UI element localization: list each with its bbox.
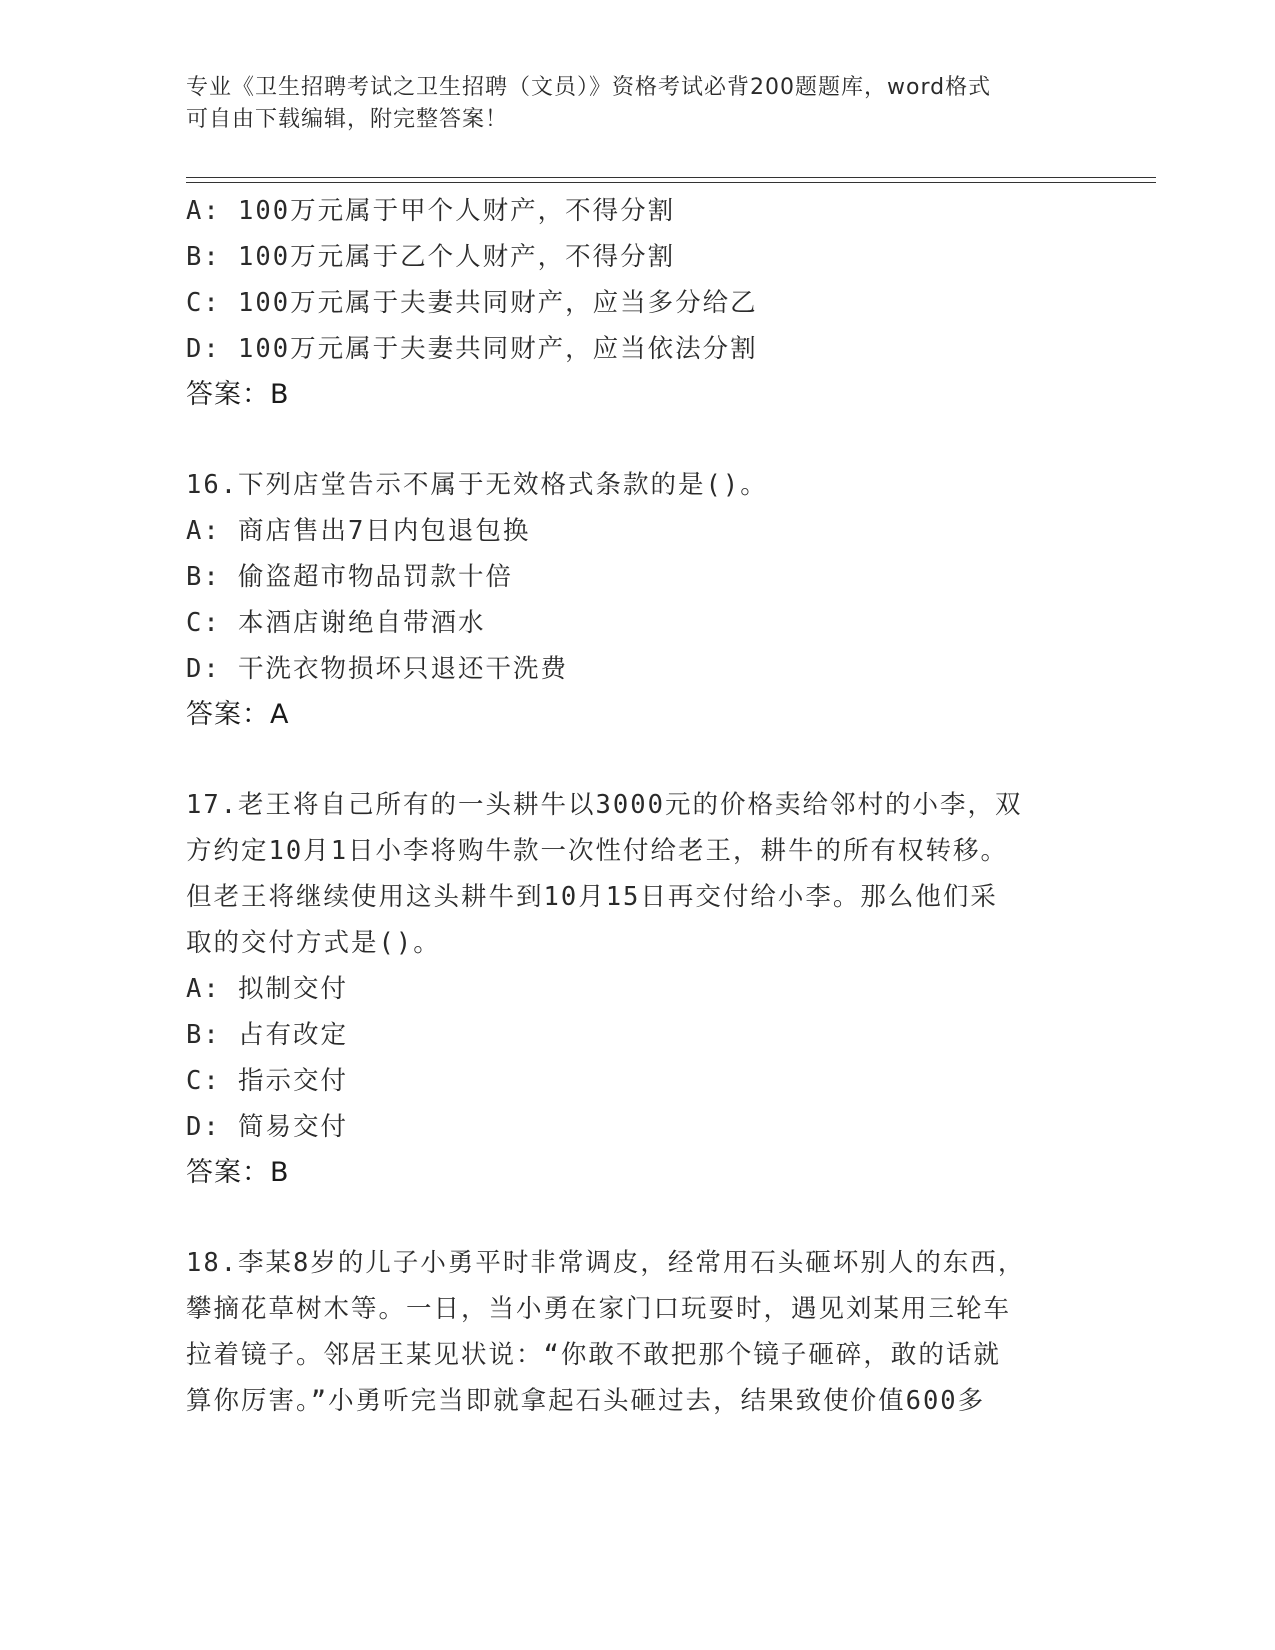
option-b: B: 占有改定 — [186, 1020, 349, 1050]
header-title-line: 专业《卫生招聘考试之卫生招聘（文员）》资格考试必背200题题库，word格式 — [186, 75, 992, 100]
question-stem-line: 算你厉害。”小勇听完当即就拿起石头砸过去，结果致使价值600多 — [186, 1386, 986, 1416]
option-c: C: 指示交付 — [186, 1066, 349, 1096]
document-body — [186, 188, 1066, 1424]
document-header — [186, 72, 1066, 136]
question-stem-line: 方约定10月1日小李将购牛款一次性付给老王，耕牛的所有权转移。 — [186, 836, 1009, 866]
question-stem-line: 17.老王将自己所有的一头耕牛以3000元的价格卖给邻村的小李，双 — [186, 790, 1023, 820]
header-divider-top — [186, 177, 1156, 178]
option-a: A: 拟制交付 — [186, 974, 349, 1004]
question-stem-line: 但老王将继续使用这头耕牛到10月15日再交付给小李。那么他们采 — [186, 882, 998, 912]
spacer — [186, 738, 1066, 782]
answer-line: 答案：B — [186, 1157, 290, 1188]
option-d: D: 简易交付 — [186, 1112, 349, 1142]
option-d: D: 100万元属于夫妻共同财产，应当依法分割 — [186, 334, 758, 364]
question-16 — [186, 462, 1066, 738]
question-stem-line: 取的交付方式是()。 — [186, 928, 441, 958]
spacer — [186, 418, 1066, 462]
question-stem-line: 18.李某8岁的儿子小勇平时非常调皮，经常用石头砸坏别人的东西， — [186, 1248, 1026, 1278]
option-b: B: 偷盗超市物品罚款十倍 — [186, 562, 514, 592]
option-d: D: 干洗衣物损坏只退还干洗费 — [186, 654, 569, 684]
option-c: C: 100万元属于夫妻共同财产，应当多分给乙 — [186, 288, 758, 318]
question-stem-line: 攀摘花草树木等。一日，当小勇在家门口玩耍时，遇见刘某用三轮车 — [186, 1294, 1012, 1324]
question-15-continued — [186, 188, 1066, 418]
question-stem: 16.下列店堂告示不属于无效格式条款的是()。 — [186, 470, 768, 500]
option-c: C: 本酒店谢绝自带酒水 — [186, 608, 486, 638]
question-17 — [186, 782, 1066, 1196]
question-stem-line: 拉着镜子。邻居王某见状说：“你敢不敢把那个镜子砸碎，敢的话就 — [186, 1340, 1001, 1370]
option-b: B: 100万元属于乙个人财产，不得分割 — [186, 242, 676, 272]
answer-line: 答案：A — [186, 699, 290, 730]
answer-line: 答案：B — [186, 379, 290, 410]
question-18 — [186, 1240, 1066, 1424]
spacer — [186, 1196, 1066, 1240]
header-divider-bottom — [186, 182, 1156, 183]
header-subtitle-line: 可自由下载编辑，附完整答案！ — [186, 107, 509, 132]
option-a: A: 100万元属于甲个人财产，不得分割 — [186, 196, 676, 226]
option-a: A: 商店售出7日内包退包换 — [186, 516, 531, 546]
